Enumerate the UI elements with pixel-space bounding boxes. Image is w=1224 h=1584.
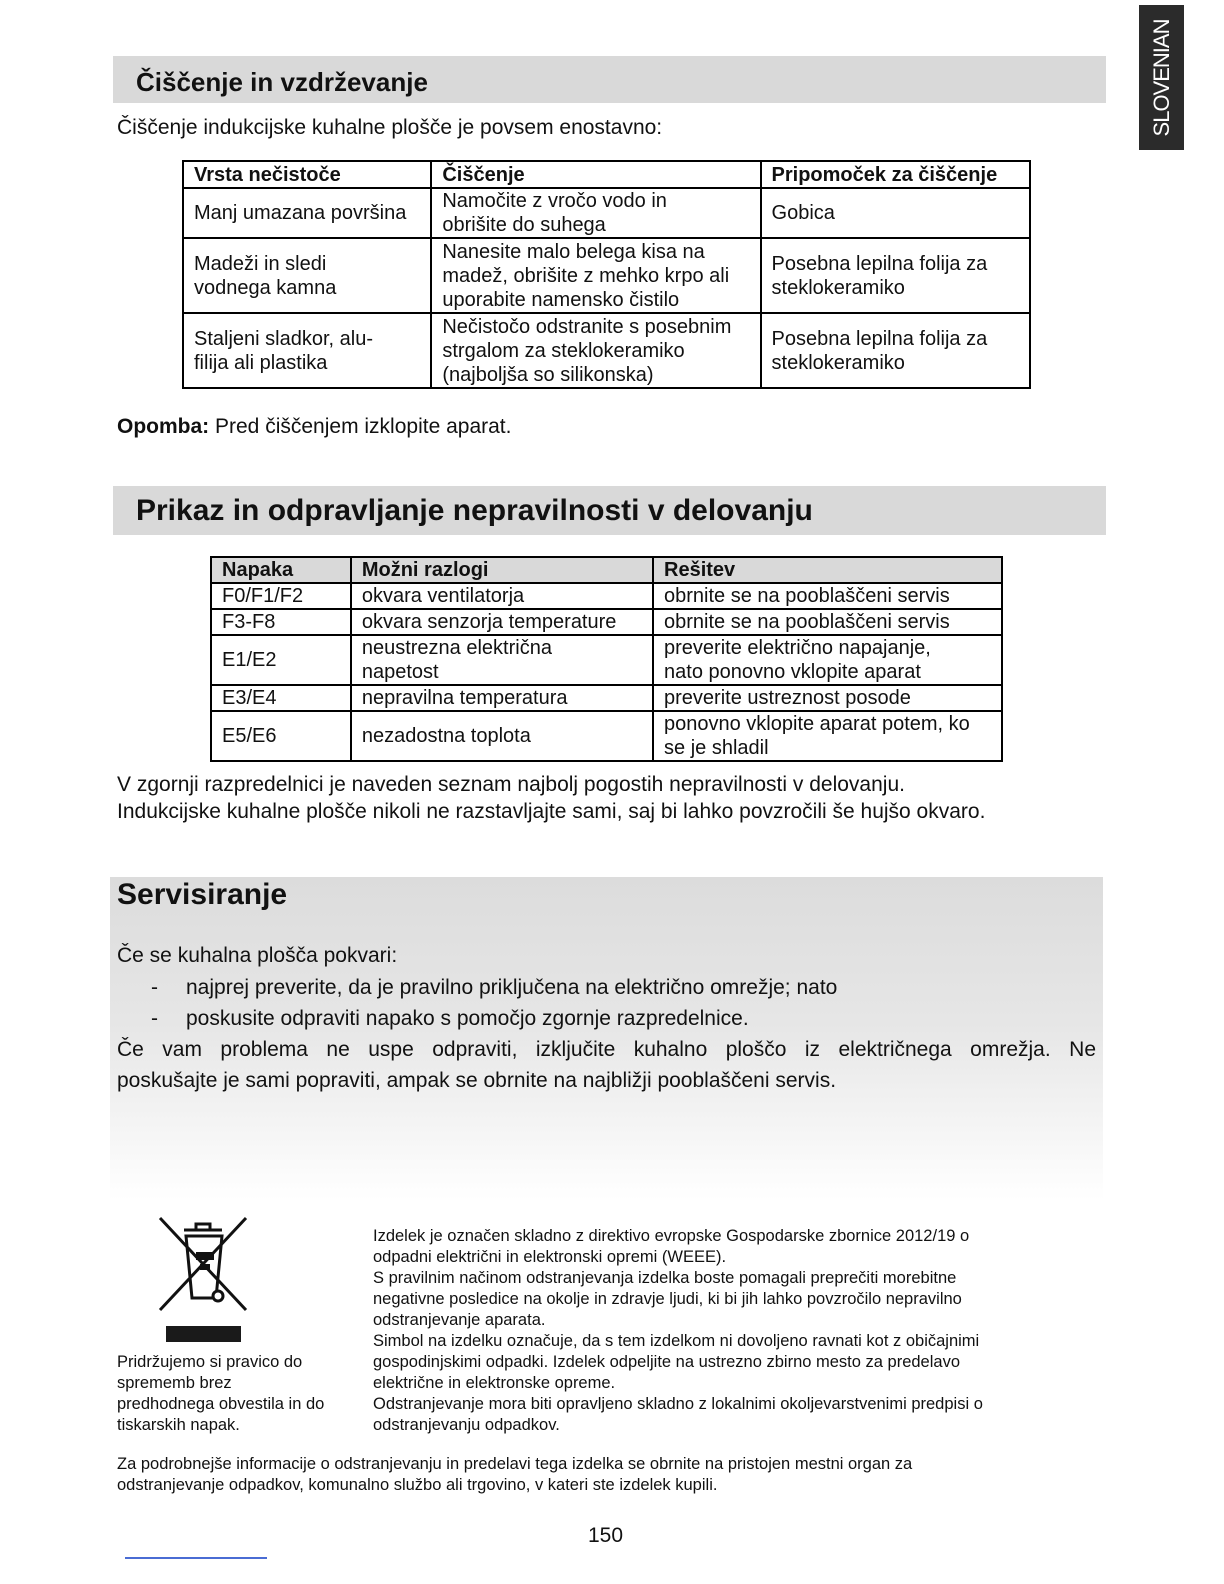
table-header-row (183, 161, 1030, 188)
table-row (211, 609, 1002, 635)
table-cell: nezadostna toplota (351, 711, 653, 761)
table-header-row (211, 557, 1002, 583)
table-cell: Posebna lepilna folija za steklokeramiko (761, 313, 1030, 388)
table-cell: obrnite se na pooblaščeni servis (653, 583, 1002, 609)
table-cell: okvara ventilatorja (351, 583, 653, 609)
table-cell: preverite ustreznost posode (653, 685, 1002, 711)
cleaning-section-title: Čiščenje in vzdrževanje (113, 56, 1106, 103)
bullet-dash: - (151, 976, 158, 999)
language-tab (1139, 5, 1184, 150)
footer-line (125, 1557, 267, 1559)
table-header: Možni razlogi (351, 557, 653, 583)
language-label: SLOVENIAN (1148, 19, 1174, 136)
troubleshooting-section-title: Prikaz in odpravljanje nepravilnosti v delovanju (113, 486, 1106, 535)
service-paragraph-line-1: Če vam problema ne uspe odpraviti, izključite kuhalno ploščo iz električnega omrežja. Ne (117, 1038, 1096, 1061)
cleaning-note (117, 415, 511, 439)
troubleshooting-note-1: V zgornji razpredelnici je naveden seznam najbolj pogostih nepravilnosti v delovanju. (117, 773, 905, 796)
table-cell: okvara senzorja temperature (351, 609, 653, 635)
table-cell: Manj umazana površina (183, 188, 431, 238)
error-code: F0/F1/F2 (211, 583, 351, 609)
table-cell: Namočite z vročo vodo in obrišite do suhega (431, 188, 760, 238)
error-code-table (210, 556, 1003, 762)
table-row (211, 583, 1002, 609)
crossed-out-bin-icon (156, 1214, 250, 1314)
table-header: Čiščenje (431, 161, 760, 188)
table-row (211, 685, 1002, 711)
table-cell: Nečistočo odstranite s posebnim strgalom za steklokeramiko (najboljša so silikonska) (431, 313, 760, 388)
disclaimer: Pridržujemo si pravico do sprememb brez predhodnega obvestila in do tiskarskih napak. (117, 1353, 325, 1434)
table-row (211, 635, 1002, 685)
table-cell: preverite električno napajanje, nato ponovno vklopite aparat (653, 635, 1002, 685)
table-cell: neustrezna električna napetost (351, 635, 653, 685)
troubleshooting-note-2: Indukcijske kuhalne plošče nikoli ne razstavljajte sami, saj bi lahko povzročili še hujšo okvaro. (117, 800, 986, 823)
service-paragraph-line-2: poskušajte je sami popraviti, ampak se obrnite na najbližji pooblaščeni servis. (117, 1069, 837, 1092)
weee-black-bar (166, 1326, 241, 1342)
table-cell: Gobica (761, 188, 1030, 238)
service-intro: Če se kuhalna plošča pokvari: (117, 944, 398, 967)
table-cell: ponovno vklopite aparat potem, ko se je shladil (653, 711, 1002, 761)
table-cell: Staljeni sladkor, alu- filija ali plastika (183, 313, 431, 388)
weee-text: Izdelek je označen skladno z direktivo evropske Gospodarske zbornice 2012/19 o odpadni električni in elektronski opremi (WEEE). S pravilnim načinom odstranjevanja izdelka boste pomagali preprečiti morebitne negativne posledice na okolje in zdravje ljudi, ki bi jih lahko povzročilo nepravilno odstranjevanje aparata. Simbol na izdelku označuje, da s tem izdelkom ni dovoljeno ravnati kot z običajnimi gospodinjskimi odpadki. Izdelek odpeljite na ustrezno zbirno mesto za predelavo električne in elektronske opreme. Odstranjevanje mora biti opravljeno skladno z lokalnimi okoljevarstvenimi predpisi o odstranjevanju odpadkov. (373, 1227, 983, 1434)
service-section-title: Servisiranje (117, 878, 288, 911)
error-code: F3-F8 (211, 609, 351, 635)
table-header: Napaka (211, 557, 351, 583)
note-text: Pred čiščenjem izklopite aparat. (209, 415, 512, 438)
table-cell: Madeži in sledi vodnega kamna (183, 238, 431, 313)
table-row (211, 711, 1002, 761)
table-row (183, 313, 1030, 388)
note-label: Opomba: (117, 415, 210, 438)
table-row (183, 188, 1030, 238)
cleaning-intro: Čiščenje indukcijske kuhalne plošče je povsem enostavno: (117, 116, 663, 139)
table-cell: Posebna lepilna folija za steklokeramiko (761, 238, 1030, 313)
error-code: E5/E6 (211, 711, 351, 761)
weee-footer: Za podrobnejše informacije o odstranjevanju in predelavi tega izdelka se obrnite na pristojen mestni organ za odstranjevanje odpadkov, komunalno službo ali trgovino, v kateri ste izdelek kupili. (117, 1455, 913, 1494)
table-header: Rešitev (653, 557, 1002, 583)
table-cell: obrnite se na pooblaščeni servis (653, 609, 1002, 635)
table-cell: nepravilna temperatura (351, 685, 653, 711)
page-number: 150 (588, 1524, 624, 1547)
error-code: E1/E2 (211, 635, 351, 685)
table-row (183, 238, 1030, 313)
error-code: E3/E4 (211, 685, 351, 711)
cleaning-table (182, 160, 1031, 389)
table-header: Vrsta nečistoče (183, 161, 431, 188)
table-header: Pripomoček za čiščenje (761, 161, 1030, 188)
table-cell: Nanesite malo belega kisa na madež, obrišite z mehko krpo ali uporabite namensko čistilo (431, 238, 760, 313)
bullet-dash: - (151, 1007, 158, 1030)
